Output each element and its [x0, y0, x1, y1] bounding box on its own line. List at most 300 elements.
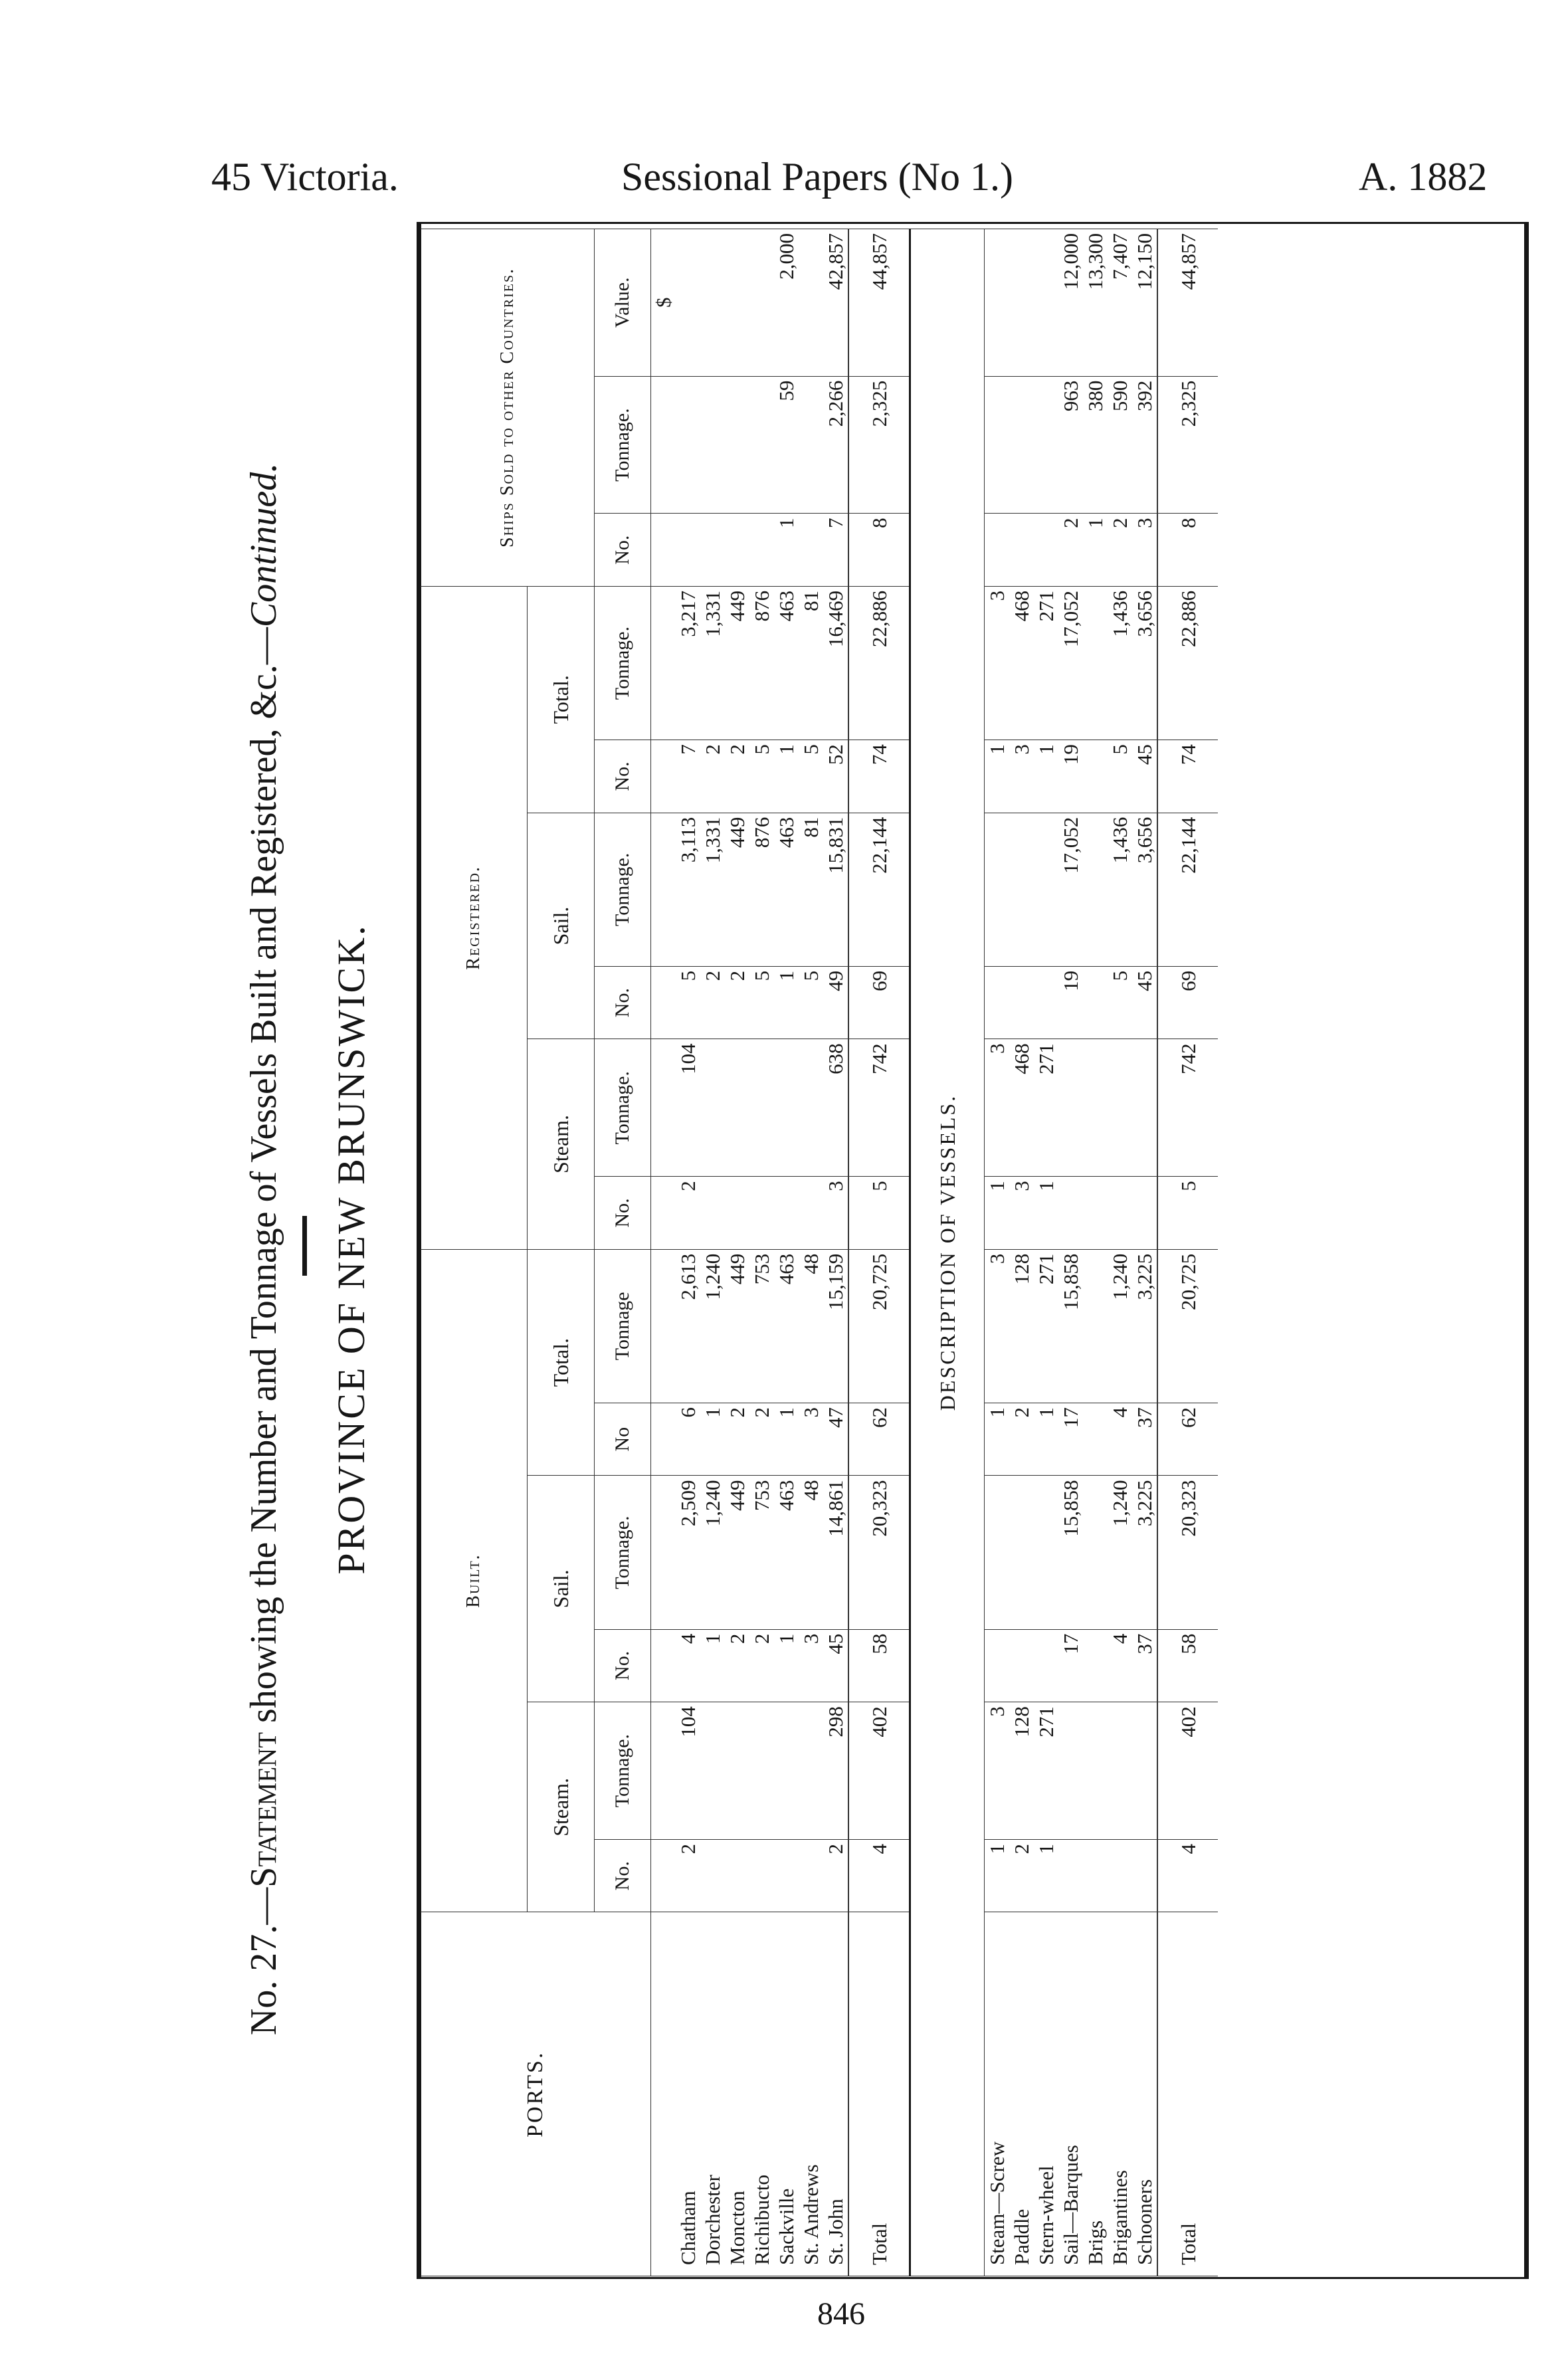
- table-cell: 5: [1108, 740, 1132, 813]
- table-cell: [725, 376, 749, 514]
- table-cell: 449: [725, 1476, 749, 1629]
- table-cell: 44,857: [848, 229, 910, 377]
- table-cell: [799, 514, 823, 587]
- table-cell: 16,469: [823, 586, 848, 740]
- title-lead: Statement: [243, 1732, 284, 1888]
- table-cell: 81: [799, 813, 823, 966]
- table-cell: 37: [1132, 1629, 1157, 1702]
- page-number: 846: [817, 2296, 865, 2331]
- table-cell: [799, 1039, 823, 1177]
- table-cell: [1132, 1702, 1157, 1840]
- table-cell: 1,331: [700, 586, 725, 740]
- table-row: [700, 229, 725, 2276]
- table-cell: 2: [823, 1839, 848, 1912]
- table-cell: 3: [1132, 514, 1157, 587]
- table-row: [1132, 229, 1157, 2276]
- table-cell: 590: [1108, 376, 1132, 514]
- title-continued: Continued.: [243, 462, 284, 628]
- table-cell: 271: [1034, 1039, 1058, 1177]
- title-text: showing the Number and Tonnage of Vessels Built and Registered, &c.—: [243, 627, 284, 1732]
- table-cell: [749, 229, 774, 377]
- table-cell: 17: [1058, 1629, 1083, 1702]
- table-cell: [1108, 1839, 1132, 1912]
- table-cell: 271: [1034, 1702, 1058, 1840]
- table-cell: 44,857: [1157, 229, 1218, 377]
- table-cell: [1083, 1629, 1108, 1702]
- ports-header: PORTS.: [421, 1912, 651, 2276]
- table-cell: 15,858: [1058, 1476, 1083, 1629]
- table-cell: 298: [823, 1702, 848, 1840]
- table-cell: 380: [1083, 376, 1108, 514]
- registered-total-header: Total.: [528, 586, 595, 813]
- table-cell: 3,217: [676, 586, 700, 740]
- table-cell: [700, 1839, 725, 1912]
- table-cell: [1083, 1702, 1108, 1840]
- col-no: No.: [595, 514, 651, 587]
- table-cell: 753: [749, 1249, 774, 1403]
- vessels-total-body: [1157, 229, 1218, 2276]
- table-cell: 8: [848, 514, 910, 587]
- table-cell: [676, 229, 700, 377]
- table-cell: 2: [725, 740, 749, 813]
- title-number: No. 27.—: [243, 1887, 284, 2036]
- table-cell: 42,857: [823, 229, 848, 377]
- table-cell: 1: [1083, 514, 1108, 587]
- table-cell: [1083, 1476, 1108, 1629]
- table-cell: [1009, 1629, 1034, 1702]
- table-cell: 271: [1034, 586, 1058, 740]
- header-session: 45 Victoria.: [211, 155, 399, 199]
- table-cell: 463: [774, 586, 799, 740]
- table-cell: 5: [749, 966, 774, 1039]
- table-cell: 1,240: [1108, 1476, 1132, 1629]
- table-cell: [725, 1177, 749, 1250]
- table-cell: 449: [725, 813, 749, 966]
- table-cell: [1009, 514, 1034, 587]
- col-tonnage: Tonnage.: [595, 1476, 651, 1629]
- table-row: [799, 229, 823, 2276]
- built-sail-header: Sail.: [528, 1476, 595, 1702]
- table-cell: 12,000: [1058, 229, 1083, 377]
- dollar-sign: $: [651, 229, 676, 377]
- built-total-header: Total.: [528, 1249, 595, 1476]
- table-cell: 463: [774, 813, 799, 966]
- table-cell: 1: [1034, 1177, 1058, 1250]
- table-cell: [749, 1702, 774, 1840]
- table-row: [1058, 229, 1083, 2276]
- registered-sail-header: Sail.: [528, 813, 595, 1039]
- table-cell: [799, 1177, 823, 1250]
- table-cell: 2: [700, 966, 725, 1039]
- table-row: [676, 229, 700, 2276]
- built-steam-header: Steam.: [528, 1702, 595, 1912]
- header-year: A. 1882: [1359, 155, 1488, 199]
- province-heading: PROVINCE OF NEW BRUNSWICK.: [330, 924, 373, 1575]
- statement-title: [243, 213, 285, 2286]
- table-cell: [1083, 740, 1108, 813]
- row-label: Dorchester: [700, 1912, 725, 2276]
- table-cell: 2,325: [1157, 376, 1218, 514]
- table-cell: 17,052: [1058, 813, 1083, 966]
- table-cell: 4: [676, 1629, 700, 1702]
- table-cell: [1034, 1476, 1058, 1629]
- table-cell: 62: [1157, 1403, 1218, 1476]
- table-cell: 20,323: [848, 1476, 910, 1629]
- table-cell: 22,886: [848, 586, 910, 740]
- table-cell: [676, 376, 700, 514]
- table-cell: 62: [848, 1403, 910, 1476]
- table-cell: 3: [985, 1702, 1010, 1840]
- table-cell: 1: [985, 1839, 1010, 1912]
- table-cell: 1: [774, 514, 799, 587]
- description-section: [910, 229, 985, 2276]
- table-cell: 2: [676, 1177, 700, 1250]
- table-cell: 3: [799, 1403, 823, 1476]
- table-cell: 876: [749, 586, 774, 740]
- table-cell: 1,240: [1108, 1249, 1132, 1403]
- header-sessional-papers: Sessional Papers (No 1.): [621, 155, 1013, 199]
- table-cell: [1108, 1039, 1132, 1177]
- table-cell: [700, 514, 725, 587]
- table-cell: 5: [1157, 1177, 1218, 1250]
- table-cell: 468: [1009, 1039, 1034, 1177]
- table-cell: [1034, 229, 1058, 377]
- table-cell: [985, 229, 1010, 377]
- table-cell: 5: [799, 740, 823, 813]
- table-cell: 17: [1058, 1403, 1083, 1476]
- table-cell: [700, 376, 725, 514]
- table-cell: 2: [749, 1629, 774, 1702]
- table-row: [725, 229, 749, 2276]
- table-cell: 74: [848, 740, 910, 813]
- table-cell: 58: [848, 1629, 910, 1702]
- table-cell: [749, 1177, 774, 1250]
- row-label: Sail—Barques: [1058, 1912, 1083, 2276]
- table-cell: 1: [774, 1403, 799, 1476]
- table-cell: [1009, 1476, 1034, 1629]
- ports-total-body: [848, 229, 910, 2276]
- row-label: Chatham: [676, 1912, 700, 2276]
- table-cell: [985, 376, 1010, 514]
- table-cell: 402: [848, 1702, 910, 1840]
- currency-row: [651, 229, 676, 2276]
- table-row: [985, 229, 1010, 2276]
- table-cell: 22,144: [848, 813, 910, 966]
- table-cell: 5: [848, 1177, 910, 1250]
- row-label: Brigs: [1083, 1912, 1108, 2276]
- table-cell: 37: [1132, 1403, 1157, 1476]
- table-cell: [799, 1702, 823, 1840]
- table-cell: 2,509: [676, 1476, 700, 1629]
- table-cell: [1132, 1839, 1157, 1912]
- table-cell: [1058, 1839, 1083, 1912]
- col-no: No.: [595, 1177, 651, 1250]
- table-cell: 3,656: [1132, 813, 1157, 966]
- table-cell: 15,831: [823, 813, 848, 966]
- col-no: No.: [595, 1629, 651, 1702]
- table-cell: 7,407: [1108, 229, 1132, 377]
- table-cell: 74: [1157, 740, 1218, 813]
- col-value: Value.: [595, 229, 651, 377]
- row-label: Richibucto: [749, 1912, 774, 2276]
- registered-steam-header: Steam.: [528, 1039, 595, 1249]
- table-cell: [725, 1839, 749, 1912]
- table-cell: [985, 813, 1010, 966]
- table-cell: 20,323: [1157, 1476, 1218, 1629]
- table-cell: [985, 514, 1010, 587]
- table-row: [1034, 229, 1058, 2276]
- table-cell: 1: [1034, 1839, 1058, 1912]
- table-cell: [1009, 966, 1034, 1039]
- table-row: [848, 229, 910, 2276]
- table-cell: [1083, 1249, 1108, 1403]
- table-cell: 2: [1058, 514, 1083, 587]
- table-cell: 104: [676, 1039, 700, 1177]
- table-cell: [1083, 1039, 1108, 1177]
- table-cell: 1: [700, 1629, 725, 1702]
- table-cell: 4: [1108, 1629, 1132, 1702]
- table-cell: 638: [823, 1039, 848, 1177]
- table-cell: [725, 1039, 749, 1177]
- table-cell: 3,113: [676, 813, 700, 966]
- table-cell: 2,266: [823, 376, 848, 514]
- row-label: Steam—Screw: [985, 1912, 1010, 2276]
- table-cell: 8: [1157, 514, 1218, 587]
- row-label: Total: [848, 1912, 910, 2276]
- title-divider: [302, 1216, 307, 1276]
- row-label: St. Andrews: [799, 1912, 823, 2276]
- col-tonnage: Tonnage.: [595, 1702, 651, 1840]
- built-header: Built.: [421, 1249, 528, 1912]
- table-cell: 45: [1132, 966, 1157, 1039]
- table-cell: [1058, 1702, 1083, 1840]
- table-cell: [1058, 1177, 1083, 1250]
- table-cell: [700, 1039, 725, 1177]
- table-cell: 402: [1157, 1702, 1218, 1840]
- table-cell: 1,240: [700, 1249, 725, 1403]
- table-cell: 6: [676, 1403, 700, 1476]
- table-cell: [1009, 813, 1034, 966]
- table-cell: 1,436: [1108, 813, 1132, 966]
- table-cell: 1,331: [700, 813, 725, 966]
- table-cell: 59: [774, 376, 799, 514]
- table-cell: [985, 966, 1010, 1039]
- table-cell: 5: [1108, 966, 1132, 1039]
- table-cell: 3,225: [1132, 1476, 1157, 1629]
- table-cell: [700, 1177, 725, 1250]
- col-no: No: [595, 1403, 651, 1476]
- table-cell: 5: [749, 740, 774, 813]
- row-label: St. John: [823, 1912, 848, 2276]
- table-cell: 2: [1009, 1839, 1034, 1912]
- table-cell: 463: [774, 1476, 799, 1629]
- table-cell: 104: [676, 1702, 700, 1840]
- table-cell: 19: [1058, 966, 1083, 1039]
- table-cell: 463: [774, 1249, 799, 1403]
- table-cell: [1034, 966, 1058, 1039]
- table-cell: 19: [1058, 740, 1083, 813]
- table-cell: [749, 376, 774, 514]
- table-cell: 4: [1157, 1839, 1218, 1912]
- vessels-table: [421, 229, 1218, 2276]
- table-cell: 3: [985, 1039, 1010, 1177]
- row-label: Stern-wheel: [1034, 1912, 1058, 2276]
- table-cell: [774, 1039, 799, 1177]
- table-cell: 3: [985, 1249, 1010, 1403]
- table-cell: 13,300: [1083, 229, 1108, 377]
- table-cell: 2: [1108, 514, 1132, 587]
- table-cell: 1: [1034, 740, 1058, 813]
- table-cell: 15,858: [1058, 1249, 1083, 1403]
- table-cell: [1009, 376, 1034, 514]
- table-cell: 963: [1058, 376, 1083, 514]
- table-cell: 1: [985, 740, 1010, 813]
- table-cell: 2: [725, 1403, 749, 1476]
- table-cell: [799, 376, 823, 514]
- table-cell: [1083, 813, 1108, 966]
- table-cell: 876: [749, 813, 774, 966]
- table-cell: [725, 1702, 749, 1840]
- table-cell: 2: [749, 1403, 774, 1476]
- table-cell: [1132, 1177, 1157, 1250]
- table-cell: 1,240: [700, 1476, 725, 1629]
- table-cell: 49: [823, 966, 848, 1039]
- table-cell: [749, 1039, 774, 1177]
- table-cell: 3: [1009, 740, 1034, 813]
- table-cell: 3,656: [1132, 586, 1157, 740]
- table-cell: 271: [1034, 1249, 1058, 1403]
- col-tonnage: Tonnage.: [595, 1039, 651, 1177]
- sold-header: Ships Sold to other Countries.: [421, 229, 595, 587]
- table-cell: [1083, 966, 1108, 1039]
- table-cell: 2: [676, 1839, 700, 1912]
- table-cell: [799, 229, 823, 377]
- table-cell: [676, 514, 700, 587]
- table-cell: 3,225: [1132, 1249, 1157, 1403]
- table-cell: 48: [799, 1476, 823, 1629]
- table-row: [1108, 229, 1132, 2276]
- table-cell: [1034, 514, 1058, 587]
- table-cell: [1083, 586, 1108, 740]
- table-cell: 449: [725, 1249, 749, 1403]
- row-label: Moncton: [725, 1912, 749, 2276]
- row-label: Sackville: [774, 1912, 799, 2276]
- table-cell: 449: [725, 586, 749, 740]
- table-cell: 2,325: [848, 376, 910, 514]
- table-cell: [1083, 1177, 1108, 1250]
- table-cell: [774, 1177, 799, 1250]
- row-label: Paddle: [1009, 1912, 1034, 2276]
- table-cell: [799, 1839, 823, 1912]
- table-cell: [1058, 1039, 1083, 1177]
- table-row: [774, 229, 799, 2276]
- table-cell: 14,861: [823, 1476, 848, 1629]
- table-cell: [1034, 1629, 1058, 1702]
- table-row: [1009, 229, 1034, 2276]
- table-cell: 1: [774, 740, 799, 813]
- table-cell: 47: [823, 1403, 848, 1476]
- table-cell: 4: [1108, 1403, 1132, 1476]
- table-cell: 4: [848, 1839, 910, 1912]
- table-cell: 742: [1157, 1039, 1218, 1177]
- table-cell: [1083, 1403, 1108, 1476]
- table-cell: [1009, 229, 1034, 377]
- table-cell: 392: [1132, 376, 1157, 514]
- col-no: No.: [595, 1839, 651, 1912]
- table-cell: 1: [774, 1629, 799, 1702]
- table-cell: 3: [799, 1629, 823, 1702]
- col-tonnage: Tonnage.: [595, 376, 651, 514]
- table-row: [1083, 229, 1108, 2276]
- table-cell: [1108, 1177, 1132, 1250]
- table-cell: 1: [1034, 1403, 1058, 1476]
- table-cell: [749, 1839, 774, 1912]
- table-cell: 17,052: [1058, 586, 1083, 740]
- table-cell: 1: [985, 1177, 1010, 1250]
- table-cell: 45: [823, 1629, 848, 1702]
- table-cell: 69: [1157, 966, 1218, 1039]
- row-label: Schooners: [1132, 1912, 1157, 2276]
- ports-body: [651, 229, 849, 2276]
- col-tonnage: Tonnage.: [595, 813, 651, 966]
- table-cell: [985, 1629, 1010, 1702]
- table-cell: 3: [823, 1177, 848, 1250]
- table-cell: [1132, 1039, 1157, 1177]
- table-cell: [774, 1702, 799, 1840]
- table-row: [749, 229, 774, 2276]
- table-cell: [725, 229, 749, 377]
- row-label: Total: [1157, 1912, 1218, 2276]
- table-cell: 5: [799, 966, 823, 1039]
- col-no: No.: [595, 740, 651, 813]
- table-cell: [700, 1702, 725, 1840]
- table-cell: 1: [774, 966, 799, 1039]
- table-cell: 20,725: [848, 1249, 910, 1403]
- table-cell: 753: [749, 1476, 774, 1629]
- table-cell: 128: [1009, 1702, 1034, 1840]
- table-cell: 81: [799, 586, 823, 740]
- rotated-page-content: [243, 213, 1538, 2286]
- table-cell: [700, 229, 725, 377]
- table-cell: 52: [823, 740, 848, 813]
- table-cell: 2: [725, 1629, 749, 1702]
- row-label: Brigantines: [1108, 1912, 1132, 2276]
- table-cell: 5: [676, 966, 700, 1039]
- table-cell: 1: [700, 1403, 725, 1476]
- description-header: DESCRIPTION OF VESSELS.: [910, 229, 985, 2276]
- table-cell: 7: [676, 740, 700, 813]
- table-cell: 1: [985, 1403, 1010, 1476]
- col-no: No.: [595, 966, 651, 1039]
- vessels-body: [985, 229, 1158, 2276]
- table-cell: 128: [1009, 1249, 1034, 1403]
- table-cell: 3: [985, 586, 1010, 740]
- table-cell: 48: [799, 1249, 823, 1403]
- table-row: [823, 229, 848, 2276]
- table-cell: 2,000: [774, 229, 799, 377]
- col-tonnage: Tonnage.: [595, 586, 651, 740]
- table-cell: 22,144: [1157, 813, 1218, 966]
- registered-header: Registered.: [421, 586, 528, 1249]
- table-row: [1157, 229, 1218, 2276]
- table-cell: [1034, 813, 1058, 966]
- table-cell: [985, 1476, 1010, 1629]
- table-cell: 45: [1132, 740, 1157, 813]
- table-cell: 58: [1157, 1629, 1218, 1702]
- table-cell: 69: [848, 966, 910, 1039]
- col-tonnage: Tonnage: [595, 1249, 651, 1403]
- table-cell: [1083, 1839, 1108, 1912]
